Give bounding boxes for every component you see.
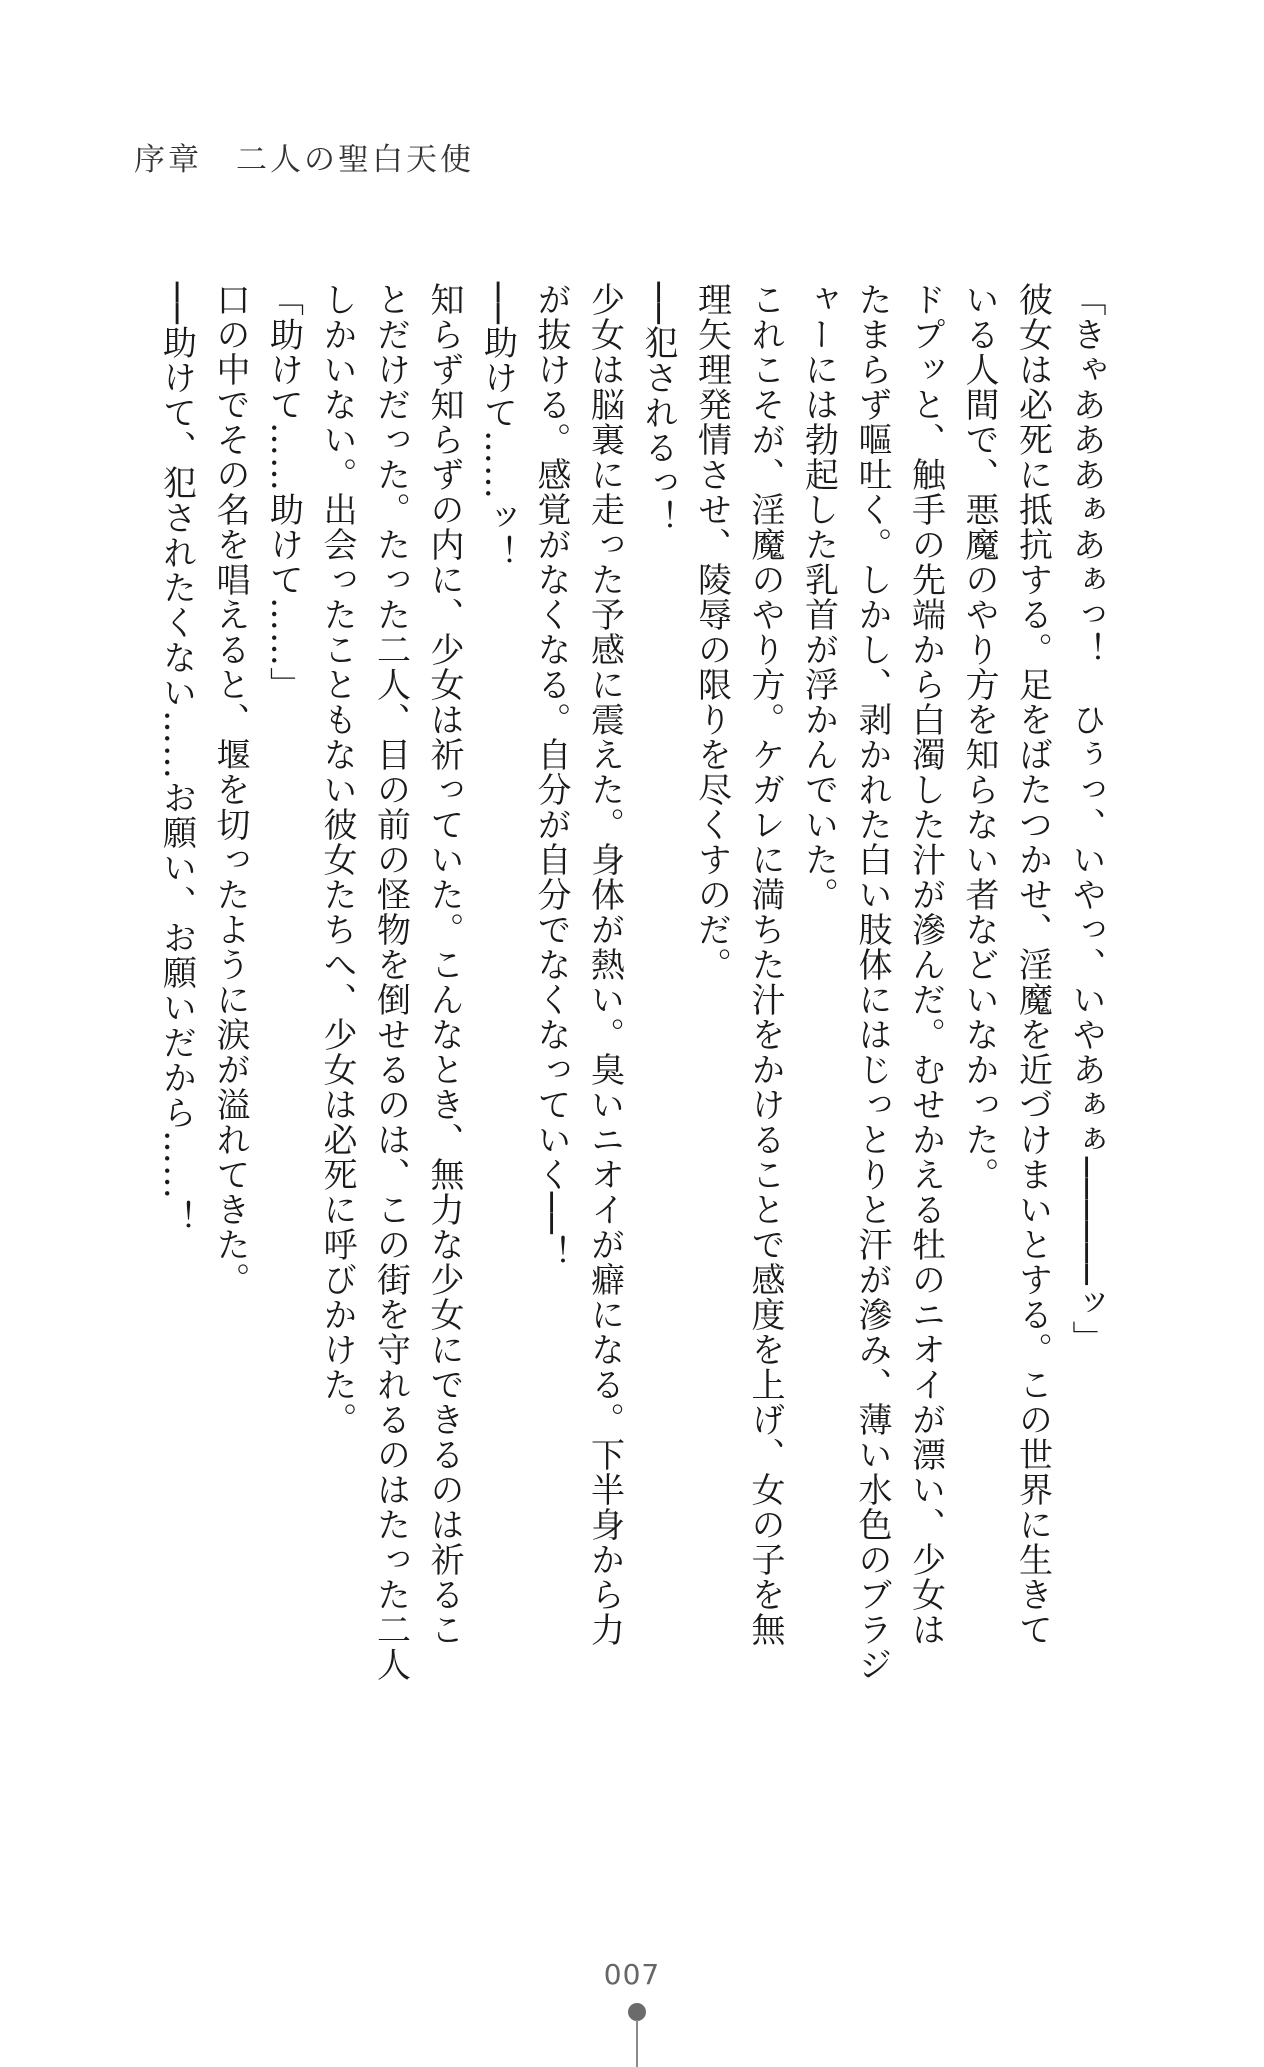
text-line: ャーには勃起した乳首が浮かんでいた。 [798, 282, 839, 912]
text-line: これこそが、淫魔のやり方。ケガレに満ちた汁をかけることで感度を上げ、女の子を無 [745, 282, 785, 1647]
text-line: たまらず嘔吐く。しかし、剥かれた白い肢体にはじっとりと汗が滲み、薄い水色のブラジ [852, 282, 892, 1682]
text-line: しかいない。出会ったこともない彼女たちへ、少女は必死に呼びかけた。 [317, 282, 357, 1437]
text-line: ──犯されるっ！ [638, 282, 678, 535]
text-line: 理矢理発情させ、陵辱の限りを尽くすのだ。 [691, 282, 732, 982]
folio-dot-icon [628, 2003, 646, 2021]
text-line: とだけだった。たった二人、目の前の怪物を倒せるのは、この街を守れるのはたった二人 [370, 282, 411, 1682]
text-line: ドプッと、触手の先端から白濁した汁が滲んだ。むせかえる牡のニオイが漂い、少女は [905, 282, 946, 1647]
text-line: 彼女は必死に抵抗する。足をばたつかせ、淫魔を近づけまいとする。この世界に生きて [1012, 282, 1053, 1647]
text-line: 口の中でその名を唱えると、堰を切ったように涙が溢れてきた。 [210, 282, 250, 1297]
text-line: ──助けて、犯されたくない……お願い、お願いだから……！ [156, 282, 197, 1235]
text-line: 知らず知らずの内に、少女は祈っていた。こんなとき、無力な少女にできるのは祈るこ [424, 282, 464, 1647]
text-line: が抜ける。感覚がなくなる。自分が自分でなくなっていく──！ [531, 282, 571, 1270]
running-head: 序章 二人の聖白天使 [134, 142, 474, 178]
text-line: 「きゃあああぁあぁっ！ ひぅっ、いやっ、いやあぁぁ──────ッ」 [1066, 282, 1106, 1356]
page-number: 007 [603, 1958, 661, 1991]
text-line: いる人間で、悪魔のやり方を知らない者などいなかった。 [959, 282, 999, 1192]
body-text [149, 282, 1112, 1762]
text-line: ──助けて……ッ！ [477, 282, 518, 570]
folio-divider [636, 2020, 638, 2067]
text-line: 少女は脳裏に走った予感に震えた。身体が熱い。臭いニオイが癖になる。下半身から力 [584, 282, 625, 1647]
text-line: 「助けて……助けて……」 [263, 282, 304, 702]
